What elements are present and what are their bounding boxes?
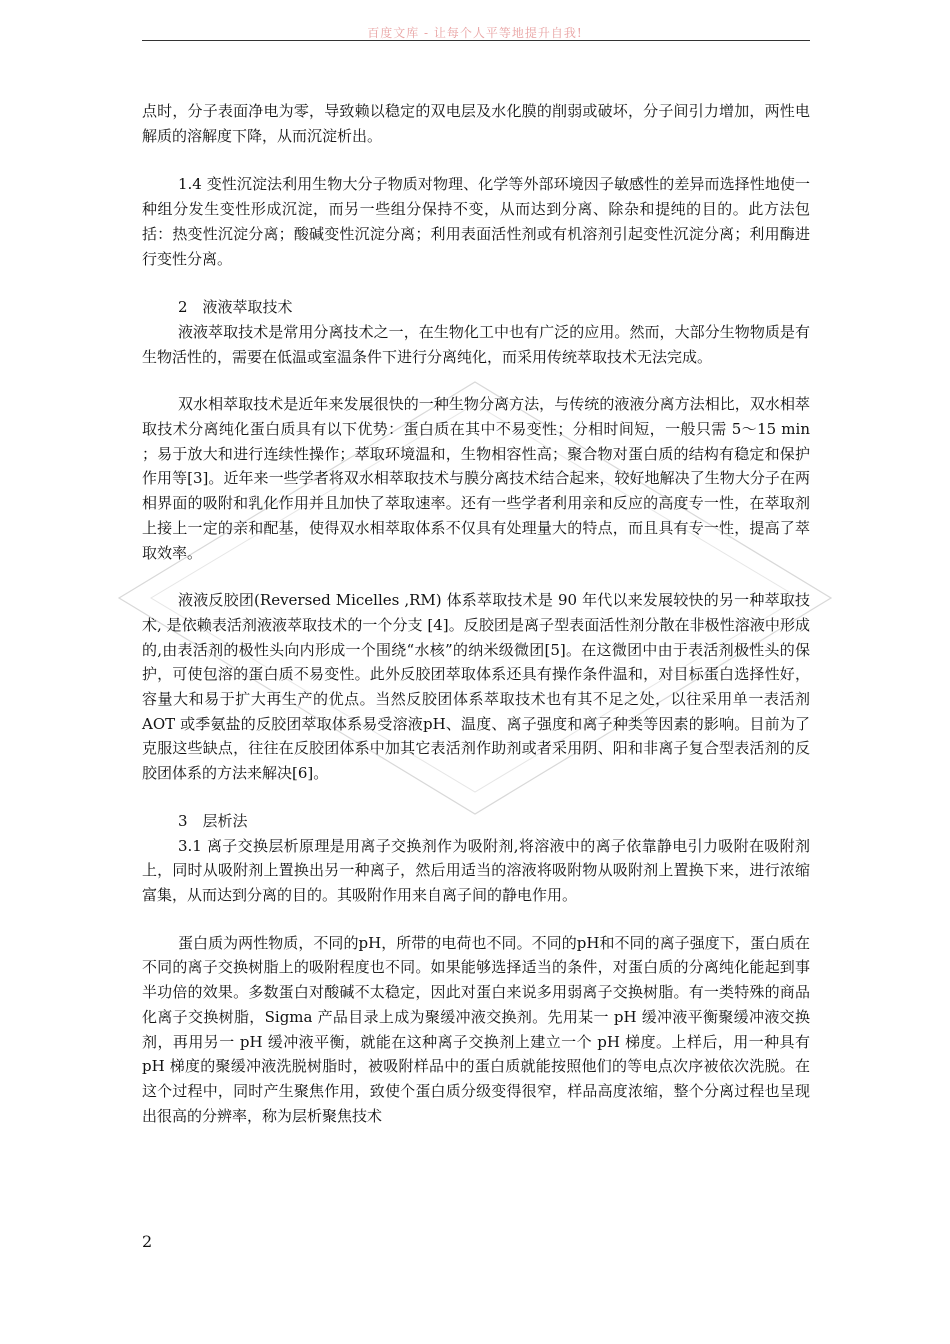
document-body	[142, 99, 810, 1128]
paragraph-reversed-micelles: 液液反胶团(Reversed Micelles ,RM) 体系萃取技术是 90 年代以来发展较快的另一种萃取技术, 是依赖表活剂液液萃取技术的一个分支 [4]。反胶团是离子型表面活性剂分散在非极性溶液中形成的,由表活剂的极性头向内形成一个围绕“水核”的纳米级微团[5]。在这微团中由于表活剂极性头的保护，可使包溶的蛋白质不易变性。此外反胶团萃取体系还具有操作条件温和，对目标蛋白选择性好，容量大和易于扩大再生产的优点。当然反胶团体系萃取技术也有其不足之处，以往采用单一表活剂 AOT 或季氨盐的反胶团萃取体系易受溶液pH、温度、离子强度和离子种类等因素的影响。目前为了克服这些缺点，往往在反胶团体系中加其它表活剂作助剂或者采用阴、阳和非离子复合型表活剂的反胶团体系的方法来解决[6]。	[142, 591, 810, 783]
section-heading-2: 2 液液萃取技术	[178, 298, 293, 317]
header-rule	[142, 40, 810, 41]
page-number: 2	[142, 1232, 153, 1251]
paragraph-aqueous-two-phase: 双水相萃取技术是近年来发展很快的一种生物分离方法，与传统的液液分离方法相比，双水相萃取技术分离纯化蛋白质具有以下优势：蛋白质在其中不易变性；分相时间短，一般只需 5～15 min ；易于放大和进行连续性操作；萃取环境温和，生物相容性高；聚合物对蛋白质的结构有稳定和保护作用等[3]。近年来一些学者将双水相萃取技术与膜分离技术结合起来，较好地解决了生物大分子在两相界面的吸附和乳化作用并且加快了萃取速率。还有一些学者利用亲和反应的高度专一性，在萃取剂上接上一定的亲和配基，使得双水相萃取体系不仅具有处理量大的特点，而且具有专一性，提高了萃取效率。	[142, 395, 810, 562]
section-heading-3: 3 层析法	[178, 811, 248, 830]
paragraph-1-4-denaturation: 1.4 变性沉淀法利用生物大分子物质对物理、化学等外部环境因子敏感性的差异而选择性地使一种组分发生变性形成沉淀，而另一些组分保持不变，从而达到分离、除杂和提纯的目的。此方法包括：热变性沉淀分离；酸碱变性沉淀分离；利用表面活性剂或有机溶剂引起变性沉淀分离；利用酶进行变性分离。	[142, 175, 810, 268]
paragraph-protein-ion-exchange: 蛋白质为两性物质，不同的pH，所带的电荷也不同。不同的pH和不同的离子强度下，蛋白质在不同的离子交换树脂上的吸附程度也不同。如果能够选择适当的条件，对蛋白质的分离纯化能起到事半功倍的效果。多数蛋白对酸碱不太稳定，因此对蛋白来说多用弱离子交换树脂。有一类特殊的商品化离子交换树脂，Sigma 产品目录上成为聚缓冲液交换剂。先用某一 pH 缓冲液平衡聚缓冲液交换剂，再用另一 pH 缓冲液平衡，就能在这种离子交换剂上建立一个 pH 梯度。上样后，用一种具有 pH 梯度的聚缓冲液洗脱树脂时，被吸附样品中的蛋白质就能按照他们的等电点次序被依次洗脱。在这个过程中，同时产生聚焦作用，致使个蛋白质分级变得很窄，样品高度浓缩，整个分离过程也呈现出很高的分辨率，称为层析聚焦技术	[142, 933, 810, 1125]
paragraph-continuation: 点时，分子表面净电为零，导致赖以稳定的双电层及水化膜的削弱或破坏，分子间引力增加，两性电解质的溶解度下降，从而沉淀析出。	[142, 102, 810, 145]
paragraph-liquid-extraction: 液液萃取技术是常用分离技术之一，在生物化工中也有广泛的应用。然而，大部分生物物质是有生物活性的，需要在低温或室温条件下进行分离纯化，而采用传统萃取技术无法完成。	[142, 322, 810, 366]
page-header-text: 百度文库 - 让每个人平等地提升自我!	[367, 26, 583, 40]
paragraph-3-1-ion-exchange: 3.1 离子交换层析原理是用离子交换剂作为吸附剂,将溶液中的离子依靠静电引力吸附在吸附剂上，同时从吸附剂上置换出另一种离子，然后用适当的溶液将吸附物从吸附剂上置换下来，进行浓缩富集，从而达到分离的目的。其吸附作用来自离子间的静电作用。	[142, 836, 810, 904]
